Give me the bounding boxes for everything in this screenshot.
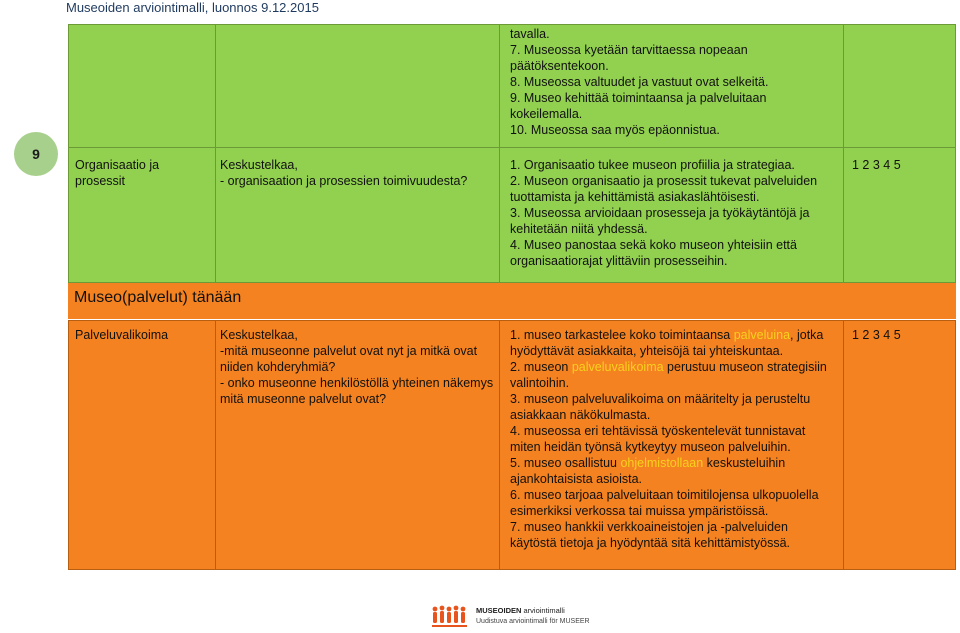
question-text: niiden kohderyhmiä? [220,360,336,374]
category-label: prosessit [75,174,126,188]
museum-evaluation-logo [430,604,590,630]
question-text: Keskustelkaa, [220,158,298,172]
text-span: perustuu museon strategisiin [663,360,827,374]
highlighted-term: palveluina [733,328,791,342]
highlighted-term: palveluvalikoima [571,360,664,374]
criteria-organisation [510,157,817,269]
text-span: keskusteluihin [703,456,786,470]
list-item: 2. Museon organisaatio ja prosessit tukevat palveluiden [510,174,818,188]
text-span: 2. museon [510,360,572,374]
discussion-question-services [220,327,493,407]
column-divider [843,321,844,569]
list-item: 1. Organisaatio tukee museon profiilia ja strategiaa. [510,158,795,172]
logo-wordmark [476,606,565,615]
question-text: -mitä museonne palvelut ovat nyt ja mitkä ovat [220,344,478,358]
list-item: 4. museossa eri tehtävissä työskentelevät tunnistavat [510,424,806,438]
list-item: 3. Museossa arvioidaan prosesseja ja työkäytäntöjä ja [510,206,810,220]
question-text: mitä museonne palvelut ovat? [220,392,387,406]
column-divider [215,25,216,282]
previous-criteria-list [510,26,768,138]
row-divider [69,147,955,148]
list-item: käytöstä tietoja ja hyödyntää sitä kehittämistyössä. [510,536,791,550]
category-services: Palveluvalikoima [75,328,169,342]
list-item: kehitetään niitä yhdessä. [510,222,648,236]
list-item: asiakkaan näkökulmasta. [510,408,651,422]
criteria-services [510,327,827,551]
logo-text: arviointimalli [521,606,565,615]
list-item: 7. Museossa kyetään tarvittaessa nopeaan [510,43,748,57]
list-item: organisaatiorajat ylittäviin prosesseihin. [510,254,728,268]
list-item: tuottamista ja kehittämistä asiakaslähtöisesti. [510,190,760,204]
rating-scale-services: 1 2 3 4 5 [852,328,901,342]
list-item: ajankohtaisista asioista. [510,472,643,486]
list-item: miten heidän työnsä kytkeytyy museon palveluihin. [510,440,791,454]
list-item: päätöksentekoon. [510,59,609,73]
document-title: Museoiden arviointimalli, luonnos 9.12.2015 [66,0,319,15]
logo-subtitle: Uudistuva arviointimalli för MUSEER [476,618,590,625]
list-item: 9. Museo kehittää toimintaansa ja palveluitaan [510,91,767,105]
logo-bold-text: MUSEOIDEN [476,606,522,615]
list-item: 8. Museossa valtuudet ja vastuut ovat selkeitä. [510,75,769,89]
rating-scale-organisation: 1 2 3 4 5 [852,158,901,172]
list-item: 7. museo hankkii verkkoaineistojen ja -palveluiden [510,520,788,534]
list-item: kokeilemalla. [510,107,583,121]
column-divider [843,25,844,282]
list-item: valintoihin. [510,376,570,390]
section-title: Museo(palvelut) tänään [74,289,242,306]
text-span: 5. museo osallistuu [510,456,621,470]
text-span: , jotka [790,328,824,342]
highlighted-term: ohjelmistollaan [620,456,704,470]
category-organisation [75,157,159,189]
list-item: tavalla. [510,27,550,41]
text-span: 1. museo tarkastelee koko toimintaansa [510,328,734,342]
category-label: Organisaatio ja [75,158,160,172]
list-item: 4. Museo panostaa sekä koko museon yhteisiin että [510,238,797,252]
list-item: 10. Museossa saa myös epäonnistua. [510,123,720,137]
column-divider [499,25,500,282]
discussion-question-organisation [220,157,467,189]
list-item [510,327,827,343]
list-item: hyödyttävät asiakkaita, yhteisöjä tai yhteiskuntaa. [510,344,784,358]
page-number-badge: 9 [14,132,58,176]
column-divider [215,321,216,569]
list-item: esimerkiksi verkossa tai muissa ympäristöissä. [510,504,769,518]
question-text: - organisaation ja prosessien toimivuudesta? [220,174,468,188]
museum-people-logo-icon [430,604,470,630]
list-item [510,359,827,375]
question-text: Keskustelkaa, [220,328,298,342]
list-item: 3. museon palveluvalikoima on määritelty ja perusteltu [510,392,811,406]
list-item: 6. museo tarjoaa palveluitaan toimitilojensa ulkopuolella [510,488,819,502]
question-text: - onko museonne henkilöstöllä yhteinen näkemys [220,376,494,390]
list-item [510,455,827,471]
column-divider [499,321,500,569]
